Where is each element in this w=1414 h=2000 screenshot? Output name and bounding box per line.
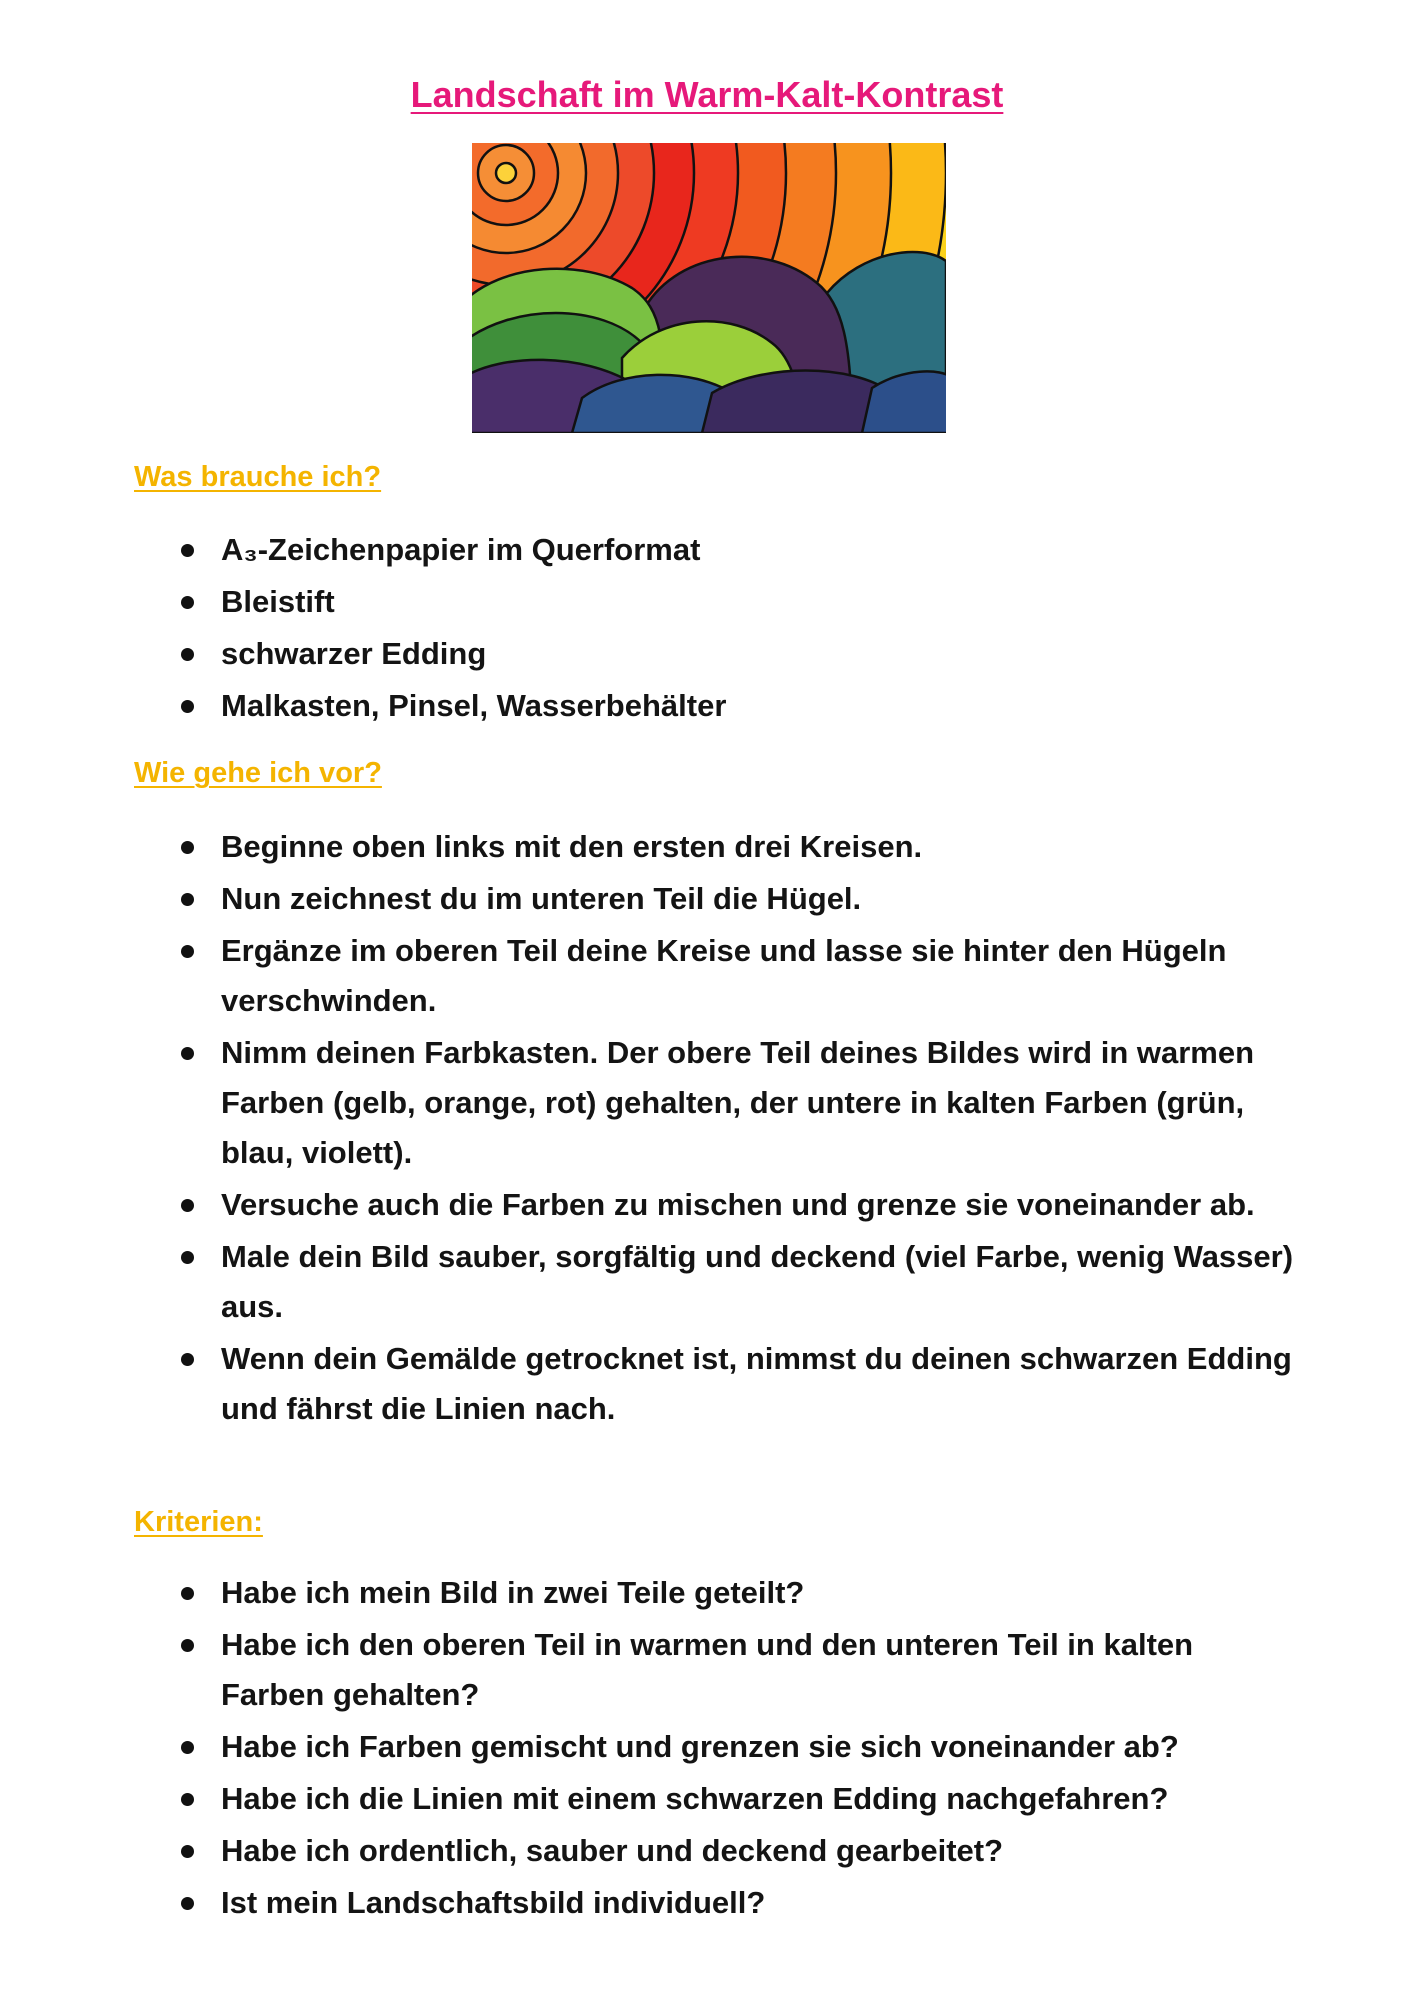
list-item: Ergänze im oberen Teil deine Kreise und lasse sie hinter den Hügeln verschwinden. <box>0 926 1414 1026</box>
list-item: A₃-Zeichenpapier im Querformat <box>0 525 1414 575</box>
list-item: Wenn dein Gemälde getrocknet ist, nimmst du deinen schwarzen Edding und fährst die Linien nach. <box>0 1334 1414 1434</box>
bullet-icon <box>181 1741 194 1754</box>
bullet-icon <box>181 1199 194 1212</box>
list-item: Nimm deinen Farbkasten. Der obere Teil deines Bildes wird in warmen Farben (gelb, orange, rot) gehalten, der untere in kalten Farben (grün, blau, violett). <box>0 1028 1414 1178</box>
list-item: Habe ich Farben gemischt und grenzen sie sich voneinander ab? <box>0 1722 1414 1772</box>
bullet-icon <box>181 648 194 661</box>
bullet-icon <box>181 596 194 609</box>
section-heading-criteria: Kriterien: <box>134 1506 263 1538</box>
bullet-icon <box>181 1587 194 1600</box>
materials-list <box>0 525 1414 733</box>
section-heading-steps: Wie gehe ich vor? <box>134 757 382 789</box>
bullet-icon <box>181 1353 194 1366</box>
bullet-icon <box>181 893 194 906</box>
list-item: Versuche auch die Farben zu mischen und grenze sie voneinander ab. <box>0 1180 1414 1230</box>
bullet-icon <box>181 700 194 713</box>
steps-list <box>0 822 1414 1436</box>
bullet-icon <box>181 1845 194 1858</box>
list-item: Beginne oben links mit den ersten drei Kreisen. <box>0 822 1414 872</box>
list-item: Nun zeichnest du im unteren Teil die Hügel. <box>0 874 1414 924</box>
list-item: Habe ich die Linien mit einem schwarzen Edding nachgefahren? <box>0 1774 1414 1824</box>
bullet-icon <box>181 544 194 557</box>
bullet-icon <box>181 1793 194 1806</box>
bullet-icon <box>181 1639 194 1652</box>
bullet-icon <box>181 1897 194 1910</box>
section-heading-materials: Was brauche ich? <box>134 461 382 493</box>
list-item: Bleistift <box>0 577 1414 627</box>
bullet-icon <box>181 1047 194 1060</box>
list-item: Male dein Bild sauber, sorgfältig und deckend (viel Farbe, wenig Wasser) aus. <box>0 1232 1414 1332</box>
list-item: Malkasten, Pinsel, Wasserbehälter <box>0 681 1414 731</box>
warm-cold-landscape-painting-icon <box>472 143 946 433</box>
list-item: Habe ich ordentlich, sauber und deckend gearbeitet? <box>0 1826 1414 1876</box>
page-title: Landschaft im Warm-Kalt-Kontrast <box>410 74 1004 115</box>
criteria-list <box>0 1568 1414 1930</box>
list-item: Habe ich den oberen Teil in warmen und den unteren Teil in kalten Farben gehalten? <box>0 1620 1414 1720</box>
bullet-icon <box>181 841 194 854</box>
bullet-icon <box>181 945 194 958</box>
list-item: schwarzer Edding <box>0 629 1414 679</box>
bullet-icon <box>181 1251 194 1264</box>
list-item: Ist mein Landschaftsbild individuell? <box>0 1878 1414 1928</box>
list-item: Habe ich mein Bild in zwei Teile geteilt? <box>0 1568 1414 1618</box>
